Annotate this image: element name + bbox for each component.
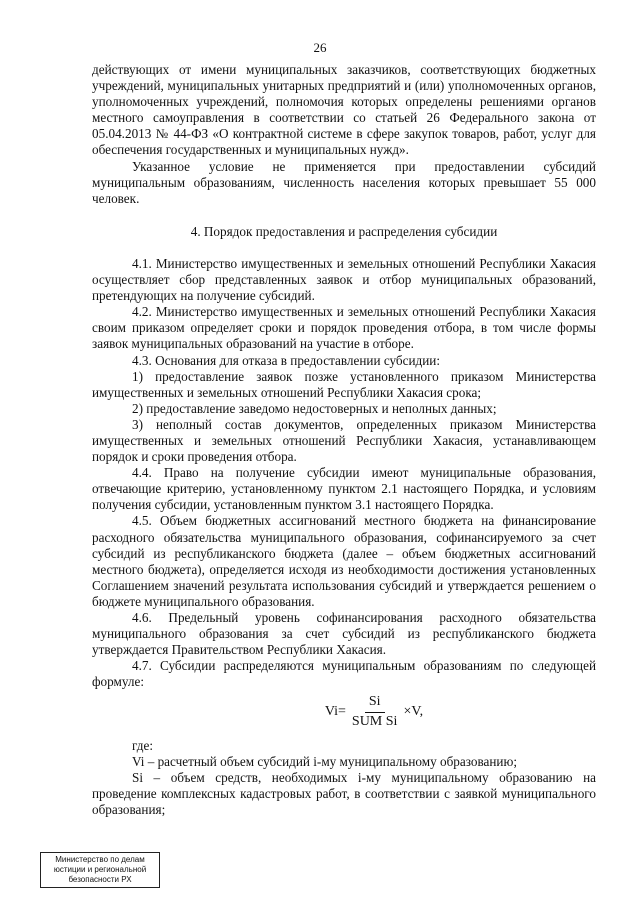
paragraph-4-7: 4.7. Субсидии распределяются муниципальным образованиям по следующей формуле: <box>92 658 596 690</box>
formula-fraction <box>348 694 402 729</box>
formula-rhs: ×V, <box>403 704 424 720</box>
page-number: 26 <box>313 40 327 55</box>
definition-vi: Vi – расчетный объем субсидий i-му муниципальному образованию; <box>132 753 517 769</box>
stamp-line-2: юстиции и региональной <box>53 865 147 874</box>
formula-lhs: Vi= <box>324 704 346 720</box>
paragraph-4-3-item-2: 2) предоставление заведомо недостоверных и неполных данных; <box>132 400 497 416</box>
stamp-line-1: Министерство по делам <box>55 855 145 864</box>
paragraph-4-4: 4.4. Право на получение субсидии имеют муниципальные образования, отвечающие критерию, установленному пунктом 2.1 настоящего Порядка, и условиям получения субсидии, установленным пунктом 3.1 настоящего Порядка. <box>92 465 596 513</box>
stamp-line-3: безопасности РХ <box>68 875 132 884</box>
paragraph-4-1: 4.1. Министерство имущественных и земельных отношений Республики Хакасия осуществляет сбор представленных заявок и отбор муниципальных образований, претендующих на получение субсидий. <box>92 255 596 304</box>
document-body <box>92 62 596 818</box>
where-label: где: <box>132 737 153 753</box>
formula-denominator: SUM Si <box>351 713 398 729</box>
paragraph-4-6: 4.6. Предельный уровень софинансирования расходного обязательства муниципального образования за счет субсидий из республиканского бюджета утверждается Правительством Республики Хакасия. <box>92 610 596 658</box>
paragraph-4-3: 4.3. Основания для отказа в предоставлении субсидии: <box>132 352 441 368</box>
distribution-formula <box>152 694 596 729</box>
section-heading: 4. Порядок предоставления и распределения субсидии <box>190 223 498 239</box>
formula-numerator: Si <box>365 694 385 712</box>
paragraph-4-5: 4.5. Объем бюджетных ассигнований местного бюджета на финансирование расходного обязательства муниципального образования, софинансируемого за счет субсидий из республиканского бюджета (далее – объем бюджетных ассигнований местного бюджета), определяется исходя из необходимости достижения установленных Соглашением значений результата использования субсидий и утверждается решением о бюджете муниципального образования. <box>92 513 596 609</box>
paragraph-4-3-item-1: 1) предоставление заявок позже установленного приказом Министерства имущественных и земельных отношений Республики Хакасия срока; <box>92 368 596 400</box>
definition-si: Si – объем средств, необходимых i-му муниципальному образованию на проведение комплексных кадастровых работ, в соответствии с заявкой муниципального образования; <box>92 769 596 818</box>
paragraph-4-2: 4.2. Министерство имущественных и земельных отношений Республики Хакасия своим приказом определяет сроки и порядок проведения отбора, в том числе формы заявок муниципальных образований на участие в отборе. <box>92 304 596 352</box>
intro-paragraph: действующих от имени муниципальных заказчиков, соответствующих бюджетных учреждений, муниципальных унитарных предприятий и (или) уполномоченных органов, уполномоченных учреждений, полномочия которых определены решениями органов местного самоуправления в соответствии со статьей 26 Федерального закона от 05.04.2013 № 44-ФЗ «О контрактной системе в сфере закупок товаров, работ, услуг для обеспечения государственных и муниципальных нужд». <box>92 62 596 158</box>
paragraph-4-3-item-3: 3) неполный состав документов, определенных приказом Министерства имущественных и земельных отношений Республики Хакасия, устанавливающем порядок и сроки проведения отбора. <box>92 416 596 465</box>
ministry-stamp <box>40 852 160 888</box>
condition-paragraph: Указанное условие не применяется при предоставлении субсидий муниципальным образованиям, численность населения которых превышает 55 000 человек. <box>92 158 596 206</box>
